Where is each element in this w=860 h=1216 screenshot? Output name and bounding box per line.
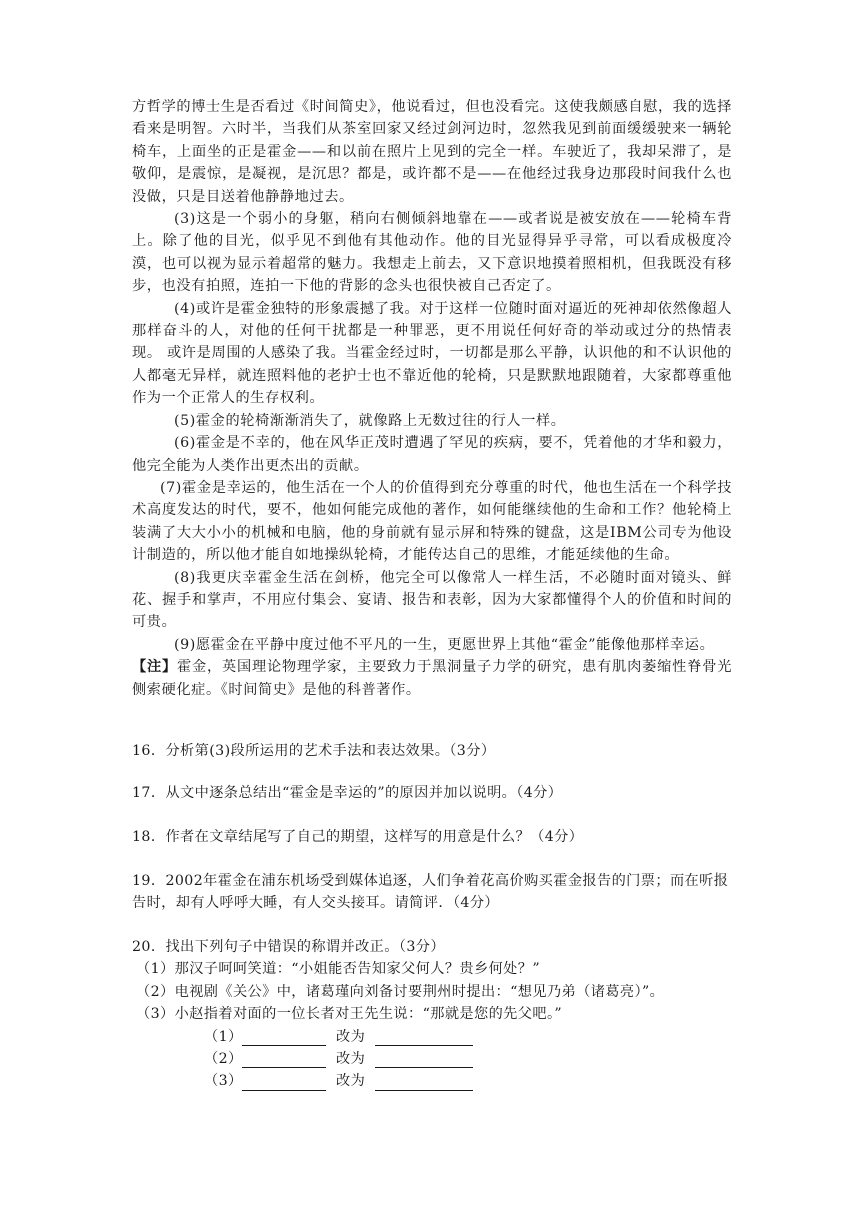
wrong-term-blank[interactable]: [242, 1051, 326, 1068]
question-20-item-3: （3）小赵指着对面的一位长者对王先生说：“那就是您的先父吧。”: [136, 1006, 563, 1023]
question-17: [132, 782, 732, 804]
answer-number: （1）: [204, 1028, 243, 1045]
wrong-term-blank[interactable]: [242, 1074, 326, 1091]
question-19-text: 19．2002年霍金在浦东机场受到媒体追逐，人们争着花高价购买霍金报告的门票；而在听报告时，却有人呼呼大睡，有人交头接耳。请简评．（4分）: [132, 873, 729, 912]
paragraph-3: (3)这是一个弱小的身躯，稍向右侧倾斜地靠在——或者说是被安放在——轮椅车背上。除了他的目光，似乎见不到他有其他动作。他的目光显得异乎寻常，可以看成极度冷漠，也可以视为显示着超常的魅力。我想走上前去，又下意识地摸着照相机，但我既没有移步，也没有拍照，连拍一下他的背影的念头也很快被自己否定了。: [132, 211, 732, 295]
answer-row-1: [132, 1026, 732, 1048]
question-20-item-1: （1）那汉子呵呵笑道：“小姐能否告知家父何人？贵乡何处？”: [136, 961, 541, 978]
paragraph-5: (5)霍金的轮椅渐渐消失了，就像路上无数过往的行人一样。: [174, 412, 566, 429]
question-20-text: 20．找出下列句子中错误的称谓并改正。（3分）: [132, 939, 445, 955]
answer-number: （3）: [204, 1073, 243, 1090]
change-to-label: 改为: [336, 1028, 366, 1045]
question-20: [132, 936, 732, 1093]
paragraph-7: (7)霍金是幸运的，他生活在一个人的价值得到充分尊重的时代，他也生活在一个科学技术高度发达的时代，要不，他如何能完成他的著作，如何能继续他的生命和工作？他轮椅上装满了大大小小的机械和电脑，他的身前就有显示屏和特殊的键盘，这是IBM公司专为他设计制造的，所以他才能自如地操纵轮椅，才能传达自己的思维，才能延续他的生命。: [132, 479, 732, 564]
change-to-label: 改为: [336, 1073, 366, 1090]
wrong-term-blank[interactable]: [242, 1029, 326, 1046]
answer-row-3: [132, 1070, 732, 1092]
correction-blank[interactable]: [375, 1029, 473, 1046]
correction-blank[interactable]: [375, 1051, 473, 1068]
question-16-text: 16．分析第(3)段所运用的艺术手法和表达效果。（3分）: [132, 743, 496, 759]
question-18: [132, 826, 732, 848]
answer-row-2: [132, 1048, 732, 1070]
answer-number: （2）: [204, 1051, 243, 1067]
paragraph-9: (9)愿霍金在平静中度过他不平凡的一生，更愿世界上其他“霍金”能像他那样幸运。: [174, 636, 715, 653]
paragraph-8: (8)我更庆幸霍金生活在剑桥，他完全可以像常人一样生活，不必随时面对镜头、鲜花、握手和掌声，不用应付集会、宴请、报告和表彰，因为大家都懂得个人的价值和时间的可贵。: [132, 569, 732, 631]
footnote-mark: 【注】: [132, 659, 178, 676]
correction-blank[interactable]: [375, 1074, 473, 1091]
change-to-label: 改为: [336, 1051, 366, 1067]
question-17-text: 17．从文中逐条总结出“霍金是幸运的”的原因并加以说明。（4分）: [132, 785, 563, 801]
paragraph-continued: 方哲学的博士生是否看过《时间简史》，他说看过，但也没看完。这使我颇感自慰，我的选择看来是明智。六时半，当我们从茶室回家又经过剑河边时，忽然我见到前面缓缓驶来一辆轮椅车，上面坐的正是霍金——和以前在照片上见到的完全一样。车驶近了，我却呆滞了，是敬仰，是震惊，是凝视，是沉思？都是，或许都不是——在他经过我身边那段时间我什么也没做，只是目送着他静静地过去。: [132, 99, 732, 205]
question-20-item-2: （2）电视剧《关公》中，诸葛瑾向刘备讨要荆州时提出：“想见乃弟（诸葛亮）”。: [136, 983, 665, 1000]
paragraph-6: (6)霍金是不幸的，他在风华正茂时遭遇了罕见的疾病，要不，凭着他的才华和毅力，他完全能为人类作出更杰出的贡献。: [132, 435, 732, 474]
reading-passage: [132, 96, 732, 701]
paragraph-4: (4)或许是霍金独特的形象震撼了我。对于这样一位随时面对逼近的死神却依然像超人那样奋斗的人，对他的任何干扰都是一种罪恶，更不用说任何好奇的举动或过分的热情表现。 或许是周围的人感染了我。当霍金经过时，一切都是那么平静，认识他的和不认识他的人都毫无异样，就连照料他的老护士也不靠近他的轮椅，只是默默地跟随着，大家都尊重他作为一个正常人的生存权利。: [132, 300, 732, 407]
footnote-text: 霍金，英国理论物理学家，主要致力于黑洞量子力学的研究，患有肌肉萎缩性脊骨光侧索硬化症。《时间简史》是他的科普著作。: [132, 659, 732, 698]
question-19: [132, 870, 732, 915]
question-16: [132, 740, 732, 762]
footnote: [132, 656, 732, 701]
question-18-text: 18．作者在文章结尾写了自己的期望，这样写的用意是什么？（4分）: [132, 829, 584, 845]
